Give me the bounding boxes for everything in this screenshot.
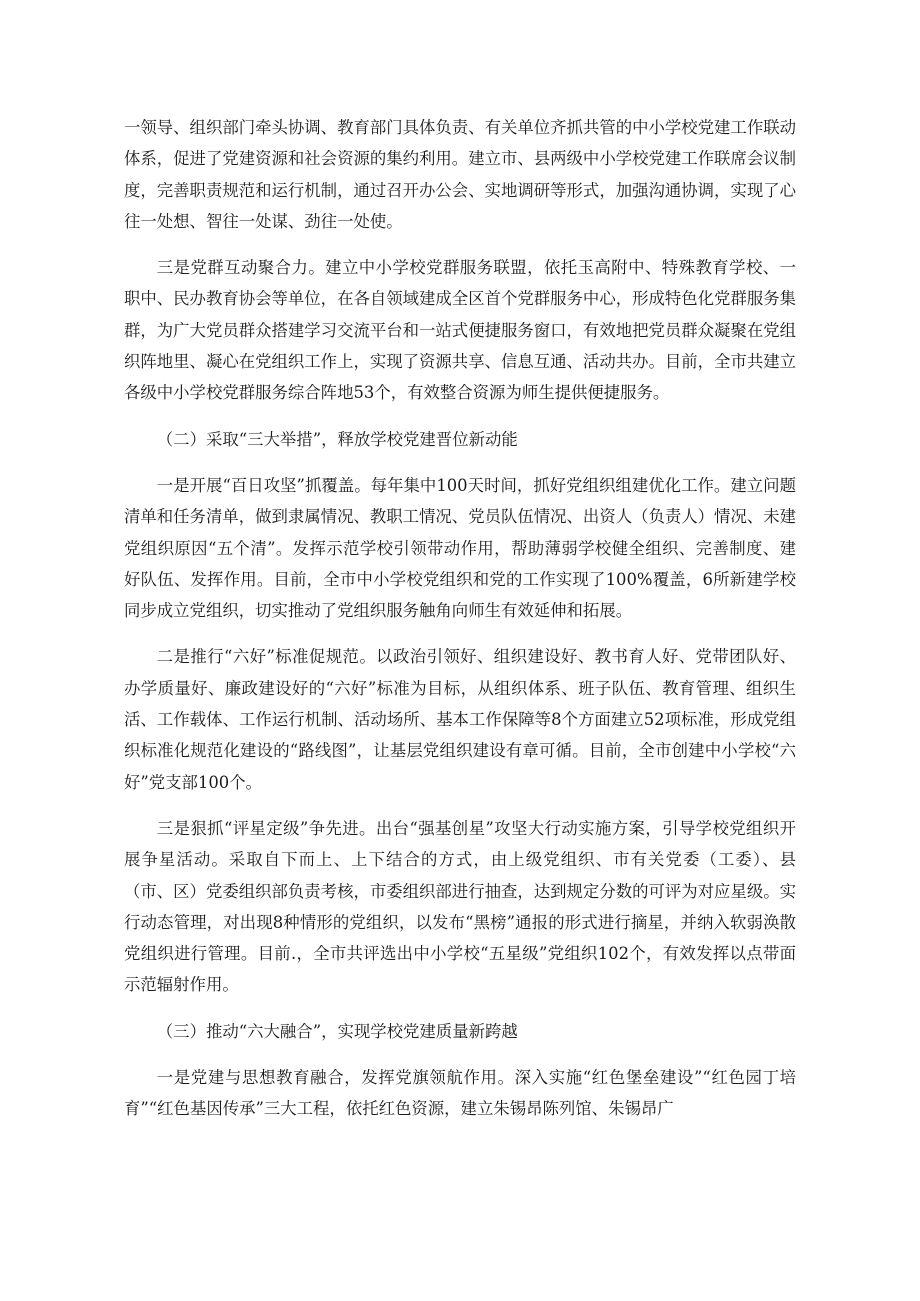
paragraph-continuation: 一领导、组织部门牵头协调、教育部门具体负责、有关单位齐抓共管的中小学校党建工作联动体系，促进了党建资源和社会资源的集约利用。建立市、县两级中小学校党建工作联席会议制度，完善职责规范和运行机制，通过召开办公会、实地调研等形式，加强沟通协调，实现了心往一处想、智往一处谋、劲往一处使。	[124, 118, 797, 231]
paragraph-six-good-standards: 二是推行“六好”标准促规范。以政治引领好、组织建设好、教书育人好、党带团队好、办学质量好、廉政建设好的“六好”标准为目标，从组织体系、班子队伍、教育管理、组织生活、工作载体、工作运行机制、活动场所、基本工作保障等8个方面建立52项标准，形成党组织标准化规范化建设的“路线图”，让基层党组织建设有章可循。目前，全市创建中小学校“六好”党支部100个。	[124, 647, 796, 792]
paragraph-ideological-education: 一是党建与思想教育融合，发挥党旗领航作用。深入实施“红色堡垒建设”“红色园丁培育”“红色基因传承”三大工程，依托红色资源，建立朱锡昂陈列馆、朱锡昂广	[124, 1068, 796, 1119]
section-heading-three: （三）推动“六大融合”，实现学校党建质量新跨越	[156, 1021, 518, 1041]
section-heading-two: （二）采取“三大举措”，释放学校党建晋位新动能	[156, 429, 518, 449]
paragraph-party-mass-interaction: 三是党群互动聚合力。建立中小学校党群服务联盟，依托玉高附中、特殊教育学校、一职中、民办教育协会等单位，在各自领域建成全区首个党群服务中心，形成特色化党群服务集群，为广大党员群众搭建学习交流平台和一站式便捷服务窗口，有效地把党员群众凝聚在党组织阵地里、凝心在党组织工作上，实现了资源共享、信息互通、活动共办。目前，全市共建立各级中小学校党群服务综合阵地53个，有效整合资源为师生提供便捷服务。	[124, 258, 797, 403]
paragraph-hundred-day-campaign: 一是开展“百日攻坚”抓覆盖。每年集中100天时间，抓好党组织组建优化工作。建立问题清单和任务清单，做到隶属情况、教职工情况、党员队伍情况、出资人（负责人）情况、未建党组织原因“五个清”。发挥示范学校引领带动作用，帮助薄弱学校健全组织、完善制度、建好队伍、发挥作用。目前，全市中小学校党组织和党的工作实现了100%覆盖，6所新建学校同步成立党组织，切实推动了党组织服务触角向师生有效延伸和拓展。	[124, 475, 797, 621]
paragraph-star-rating: 三是狠抓“评星定级”争先进。出台“强基创星”攻坚大行动实施方案，引导学校党组织开展争星活动。采取自下而上、上下结合的方式，由上级党组织、市有关党委（工委）、县（市、区）党委组织部负责考核，市委组织部进行抽查，达到规定分数的可评为对应星级。实行动态管理，对出现8种情形的党组织，以发布“黑榜”通报的形式进行摘星，并纳入软弱涣散党组织进行管理。目前.，全市共评选出中小学校“五星级”党组织102个，有效发挥以点带面示范辐射作用。	[124, 818, 797, 995]
document-page	[124, 112, 796, 1125]
